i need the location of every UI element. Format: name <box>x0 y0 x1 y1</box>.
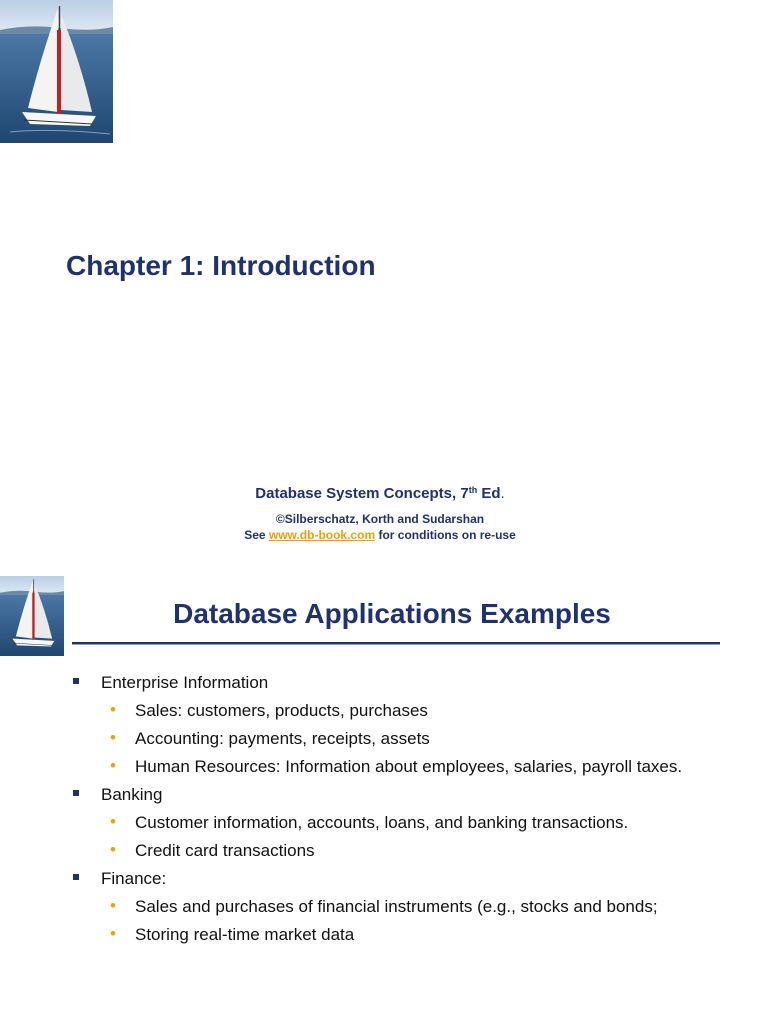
sub-bullet-text: Sales and purchases of financial instruments (e.g., stocks and bonds; <box>135 897 658 916</box>
sub-bullet-text: Credit card transactions <box>135 841 315 860</box>
copyright-line: ©Silberschatz, Korth and Sudarshan <box>275 512 485 526</box>
sub-bullet-item <box>0 756 768 778</box>
round-bullet-icon: • <box>110 812 116 831</box>
reuse-suffix: for conditions on re-use <box>375 528 516 542</box>
db-book-link[interactable]: www.db-book.com <box>268 528 376 542</box>
sub-bullet-item <box>0 840 768 862</box>
round-bullet-icon: • <box>110 728 116 747</box>
square-bullet-icon <box>73 874 79 880</box>
book-title <box>0 485 760 502</box>
sub-bullet-text: Customer information, accounts, loans, and banking transactions. <box>135 813 629 832</box>
round-bullet-icon: • <box>110 700 116 719</box>
sub-bullet-text: Storing real-time market data <box>135 925 355 944</box>
bullet-item <box>0 672 768 694</box>
square-bullet-icon <box>73 790 79 796</box>
bullet-item <box>0 868 768 890</box>
bullet-item <box>0 784 768 806</box>
bullet-list <box>0 672 768 952</box>
sailboat-photo <box>0 0 113 143</box>
round-bullet-icon: • <box>110 896 116 915</box>
edition-period: . <box>500 485 505 502</box>
round-bullet-icon: • <box>110 924 116 943</box>
slide-title: Database Applications Examples <box>173 598 611 629</box>
title-divider <box>72 642 720 645</box>
sub-bullet-text: Sales: customers, products, purchases <box>135 701 428 720</box>
bullet-text: Enterprise Information <box>101 673 269 692</box>
sub-bullet-text: Accounting: payments, receipts, assets <box>135 729 430 748</box>
edition-suffix: th <box>468 485 478 495</box>
sub-bullet-item <box>0 812 768 834</box>
sailboat-icon <box>0 576 64 656</box>
reuse-notice <box>0 528 760 542</box>
sub-bullet-text: Human Resources: Information about employees, salaries, payroll taxes. <box>135 757 683 776</box>
sub-bullet-item <box>0 728 768 750</box>
bullet-text: Banking <box>101 785 163 804</box>
square-bullet-icon <box>73 678 79 684</box>
sub-bullet-item <box>0 896 768 918</box>
bullet-text: Finance: <box>101 869 167 888</box>
sub-bullet-item <box>0 924 768 946</box>
sub-bullet-item <box>0 700 768 722</box>
round-bullet-icon: • <box>110 840 116 859</box>
slide-applications <box>0 576 768 1024</box>
sailboat-icon <box>0 0 113 143</box>
chapter-title: Chapter 1: Introduction <box>66 250 376 281</box>
reuse-prefix: See <box>244 528 269 542</box>
book-name: Database System Concepts, 7 <box>255 485 469 502</box>
edition-word: Ed <box>477 485 501 502</box>
sailboat-photo <box>0 576 64 656</box>
round-bullet-icon: • <box>110 756 116 775</box>
